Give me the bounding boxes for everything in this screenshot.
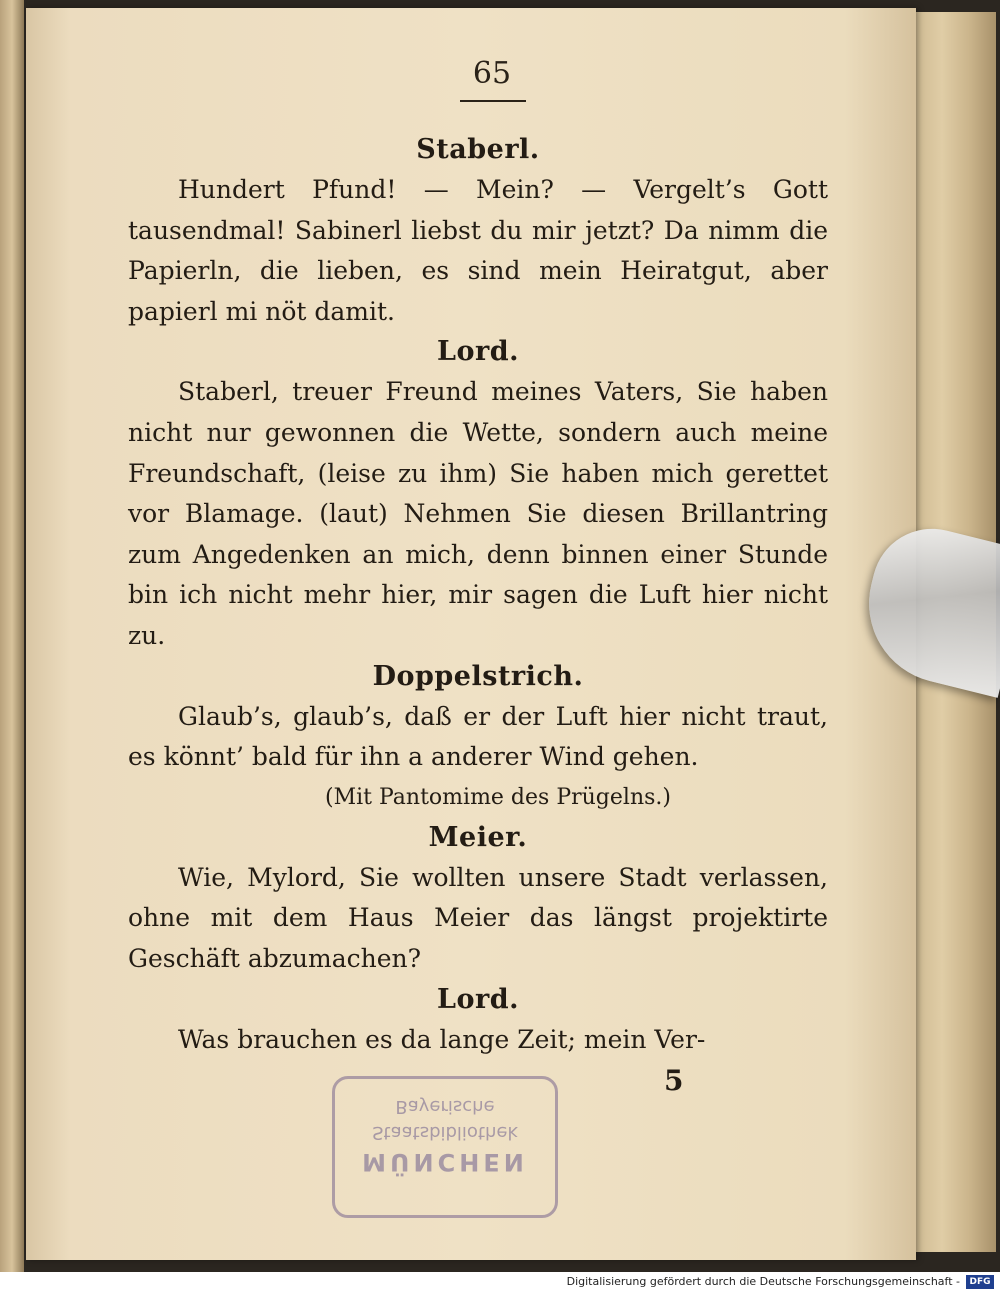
dialogue-paragraph: Hundert Pfund! — Mein? — Vergelt’s Gott tausendmal! Sabinerl liebst du mir jetzt? Da nimm die Papierln, die lieben, es sind mein Heiratgut, aber papierl mi nöt damit. — [128, 175, 828, 326]
library-stamp — [332, 1076, 558, 1218]
speaker-heading: Doppelstrich. — [372, 660, 584, 692]
left-page-edge — [0, 0, 24, 1272]
dfg-logo: DFG — [966, 1275, 994, 1289]
book-page — [26, 8, 916, 1260]
signature-mark: 5 — [664, 1064, 684, 1097]
footer-credit: Digitalisierung gefördert durch die Deutsche Forschungsgemeinschaft - — [566, 1275, 960, 1288]
dialogue-paragraph: Was brauchen es da lange Zeit; mein Ver- — [178, 1024, 706, 1054]
stamp-line-1: Bayerische — [395, 1096, 495, 1117]
dialogue-paragraph: Wie, Mylord, Sie wollten unsere Stadt verlassen, ohne mit dem Haus Meier das längst projektirte Geschäft abzumachen? — [128, 862, 828, 973]
speaker-heading: Lord. — [437, 336, 519, 368]
page-number-rule — [460, 100, 526, 102]
speaker-heading: Meier. — [428, 821, 528, 853]
dialogue-paragraph: Glaub’s, glaub’s, daß er der Luft hier nicht traut, es könnt’ bald für ihn a anderer Wind gehen. — [128, 701, 828, 772]
footer-bar — [0, 1272, 1000, 1292]
stage-direction: (Mit Pantomime des Prügelns.) — [325, 784, 671, 810]
speaker-heading: Staberl. — [416, 134, 540, 165]
speaker-heading: Lord. — [437, 983, 519, 1015]
dialogue-paragraph: Staberl, treuer Freund meines Vaters, Sie haben nicht nur gewonnen die Wette, sondern auch meine Freundschaft, (leise zu ihm) Sie haben mich gerettet vor Blamage. (laut) Nehmen Sie diesen Brillantring zum Angedenken an mich, denn binnen einer Stunde bin ich nicht mehr hier, mir sagen die Luft hier nicht zu. — [128, 377, 828, 650]
stamp-line-2: Staatsbibliothek — [372, 1122, 518, 1143]
page-number: 65 — [472, 56, 512, 91]
stamp-line-3: MÜNCHEN — [362, 1148, 528, 1176]
page-body — [128, 130, 828, 1060]
